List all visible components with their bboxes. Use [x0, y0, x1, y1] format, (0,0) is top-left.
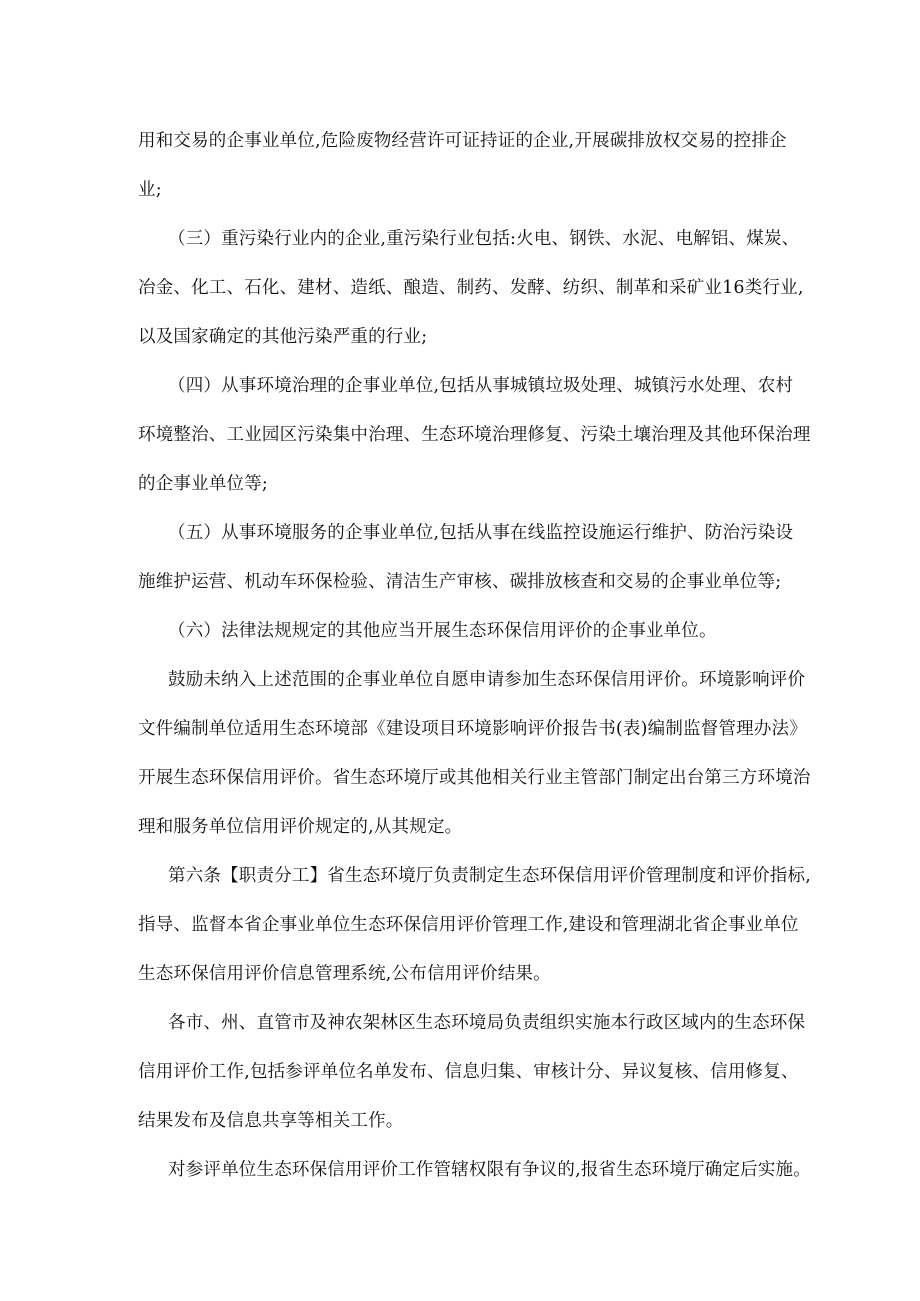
text-line: 用和交易的企事业单位,危险废物经营许可证持证的企业,开展碳排放权交易的控排企	[138, 131, 787, 151]
text-line: 结果发布及信息共享等相关工作。	[138, 1111, 404, 1131]
text-line: 业;	[138, 180, 162, 200]
text-line: 各市、州、直管市及神农架林区生态环境局负责组织实施本行政区域内的生态环保	[168, 1013, 806, 1033]
text-line: 冶金、化工、石化、建材、造纸、酿造、制药、发酵、纺织、制革和采矿业16类行业,	[138, 278, 804, 298]
text-line: 以及国家确定的其他污染严重的行业;	[138, 327, 428, 347]
text-line: 理和服务单位信用评价规定的,从其规定。	[138, 817, 463, 837]
text-line: （四）从事环境治理的企事业单位,包括从事城镇垃圾处理、城镇污水处理、农村	[168, 376, 794, 396]
text-line: 开展生态环保信用评价。省生态环境厅或其他相关行业主管部门制定出台第三方环境治	[138, 768, 811, 788]
text-line: 文件编制单位适用生态环境部《建设项目环境影响评价报告书(表)编制监督管理办法》	[138, 719, 807, 739]
text-line: 环境整治、工业园区污染集中治理、生态环境治理修复、污染土壤治理及其他环保治理	[138, 425, 811, 445]
text-line: 的企事业单位等;	[138, 474, 268, 494]
text-line: 生态环保信用评价信息管理系统,公布信用评价结果。	[138, 964, 551, 984]
text-line: （五）从事环境服务的企事业单位,包括从事在线监控设施运行维护、防治污染设	[168, 523, 794, 543]
text-line: 对参评单位生态环保信用评价工作管辖权限有争议的,报省生态环境厅确定后实施。	[168, 1160, 811, 1180]
text-line: （六）法律法规规定的其他应当开展生态环保信用评价的企事业单位。	[168, 621, 717, 641]
text-line: （三）重污染行业内的企业,重污染行业包括:火电、钢铁、水泥、电解铝、煤炭、	[168, 229, 800, 249]
text-line: 指导、监督本省企事业单位生态环保信用评价管理工作,建设和管理湖北省企事业单位	[138, 915, 799, 935]
text-line: 第六条【职责分工】省生态环境厅负责制定生态环保信用评价管理制度和评价指标,	[168, 866, 811, 886]
text-line: 信用评价工作,包括参评单位名单发布、信息归集、审核计分、异议复核、信用修复、	[138, 1062, 799, 1082]
text-line: 施维护运营、机动车环保检验、清洁生产审核、碳排放核查和交易的企事业单位等;	[138, 572, 782, 592]
text-line: 鼓励未纳入上述范围的企事业单位自愿申请参加生态环保信用评价。环境影响评价	[168, 670, 806, 690]
